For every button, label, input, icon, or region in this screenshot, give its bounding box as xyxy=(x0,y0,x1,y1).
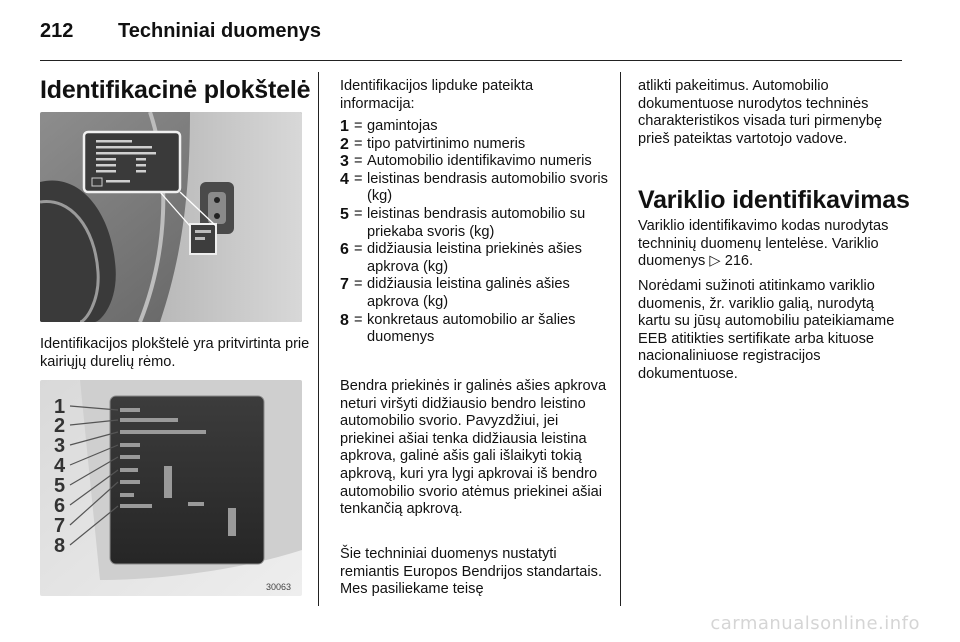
info-intro: Identifikacijos lipduke pateikta informacija: xyxy=(340,78,534,112)
item-text: leistinas bendrasis automobilio su priekaba svoris (kg) xyxy=(367,205,586,240)
callout-5: 5 xyxy=(54,475,66,497)
column-divider-1 xyxy=(318,72,319,606)
item-number: 8 xyxy=(340,311,349,329)
watermark: carmanualsonline.info xyxy=(710,613,920,634)
list-item: 6 = didžiausia leistina priekinės ašies apkrova (kg) xyxy=(340,241,610,276)
header-rule xyxy=(40,60,902,61)
item-text: tipo patvirtinimo numeris xyxy=(367,135,526,152)
callout-1: 1 xyxy=(54,396,66,418)
door-plate-photo xyxy=(40,112,302,322)
item-number: 3 xyxy=(340,153,349,171)
item-text: gamintojas xyxy=(367,118,438,134)
item-number: 1 xyxy=(340,118,349,135)
list-item: 4 = leistinas bendrasis automobilio svoris (kg) xyxy=(340,171,610,206)
item-text: didžiausia leistina priekinės ašies apkrova (kg) xyxy=(367,241,582,275)
item-number: 4 xyxy=(340,170,349,188)
page-number: 212 xyxy=(40,20,74,42)
callout-4: 4 xyxy=(54,455,66,477)
section-title: Techniniai duomenys xyxy=(118,20,321,42)
item-text: leistinas bendrasis automobilio svoris (kg) xyxy=(367,170,608,205)
callout-3: 3 xyxy=(54,435,66,457)
item-number: 6 xyxy=(340,241,349,259)
list-item: 1 = gamintojas xyxy=(340,118,610,136)
engine-data-paragraph: Norėdami sužinoti atitinkamo variklio duomenis, žr. variklio galią, nurodytą kartu su jūsų automobiliu pateikiamame EEB atitikties sertifikate arba kituose nacionaliniuose registracijos dokumentuose. xyxy=(638,278,895,382)
list-item: 7 = didžiausia leistina galinės ašies apkrova (kg) xyxy=(340,276,610,311)
standards-paragraph-continued: atlikti pakeitimus. Automobilio dokumentuose nurodytos techninės charakteristikos visada turi pirmenybę prieš pateiktas vartotojo vadove. xyxy=(638,78,883,147)
list-item: 8 = konkretaus automobilio ar šalies duomenys xyxy=(340,312,610,347)
engine-id-text: Variklio identifikavimo kodas nurodytas techninių duomenų lentelėse. Variklio duomenys xyxy=(638,218,889,270)
label-closeup-photo xyxy=(40,380,302,596)
list-item: 2 = tipo patvirtinimo numeris xyxy=(340,136,610,154)
list-item: 3 = Automobilio identifikavimo numeris xyxy=(340,153,610,171)
callout-2: 2 xyxy=(54,415,66,437)
callout-7: 7 xyxy=(54,515,66,537)
column-divider-2 xyxy=(620,72,621,606)
plate-caption: Identifikacijos plokštelė yra pritvirtinta prie kairiųjų durelių rėmo. xyxy=(40,336,310,370)
item-text: konkretaus automobilio ar šalies duomenys xyxy=(367,311,576,346)
door-plate-illustration xyxy=(40,112,302,322)
figure-code: 30063 xyxy=(266,582,292,592)
reference-arrow-icon: ▷ xyxy=(709,253,721,270)
item-text: didžiausia leistina galinės ašies apkrova (kg) xyxy=(367,276,570,310)
page-reference-link[interactable]: 216. xyxy=(724,253,754,270)
label-closeup-illustration xyxy=(40,380,302,596)
engine-id-paragraph xyxy=(638,218,906,271)
item-number: 5 xyxy=(340,205,349,223)
callout-8: 8 xyxy=(54,535,66,557)
item-number: 2 xyxy=(340,135,349,153)
standards-paragraph: Šie techniniai duomenys nustatyti remiantis Europos Bendrijos standartais. Mes pasiliekame teisę xyxy=(340,546,603,598)
info-list xyxy=(340,118,610,347)
engine-id-heading: Variklio identifikavimas xyxy=(638,186,910,214)
list-item: 5 = leistinas bendrasis automobilio su priekaba svoris (kg) xyxy=(340,206,610,241)
item-number: 7 xyxy=(340,276,349,294)
axle-load-paragraph: Bendra priekinės ir galinės ašies apkrova neturi viršyti didžiausio bendro leistino automobilio svorio. Pavyzdžiui, jei priekinei ašiai tenka didžiausia leistina apkrova, galinė ašis gali išlaikyti tokią apkrovą, kuri yra lygi apkrovai iš bendro automobilio svorio atėmus priekinei ašiai tenkančią apkrovą. xyxy=(340,378,607,518)
callout-6: 6 xyxy=(54,495,66,517)
item-text: Automobilio identifikavimo numeris xyxy=(367,153,592,170)
plate-heading: Identifikacinė plokštelė xyxy=(40,76,311,104)
